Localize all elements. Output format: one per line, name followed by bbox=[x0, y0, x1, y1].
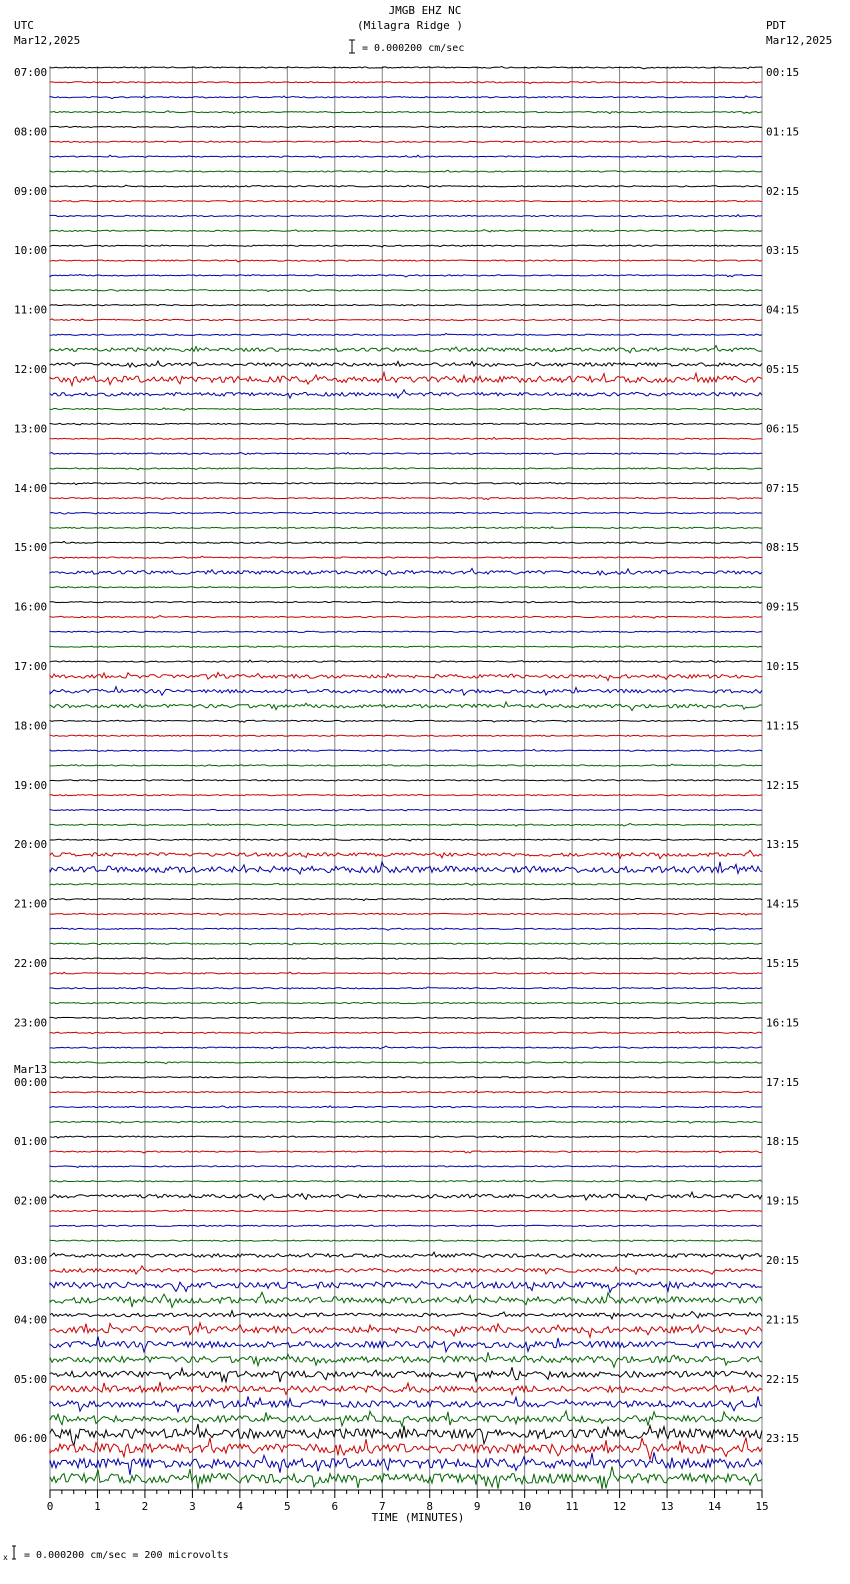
trace-row-61 bbox=[50, 972, 762, 974]
trace-row-85 bbox=[50, 1323, 762, 1338]
trace-row-11 bbox=[50, 230, 762, 232]
left-date-label-Mar13: Mar13 bbox=[14, 1062, 48, 1076]
right-hour-label-14:15: 14:15 bbox=[766, 897, 800, 911]
trace-row-63 bbox=[50, 1003, 762, 1004]
trace-row-73 bbox=[50, 1151, 762, 1153]
trace-row-28 bbox=[50, 482, 762, 484]
trace-row-38 bbox=[50, 631, 762, 633]
left-hour-label-13:00: 13:00 bbox=[14, 422, 48, 436]
trace-row-81 bbox=[50, 1266, 762, 1274]
trace-row-51 bbox=[50, 823, 762, 826]
trace-row-76 bbox=[50, 1192, 762, 1200]
trace-row-21 bbox=[50, 372, 762, 385]
right-hour-labels bbox=[766, 66, 799, 1445]
right-hour-label-18:15: 18:15 bbox=[766, 1135, 800, 1149]
trace-row-94 bbox=[50, 1452, 762, 1475]
right-hour-label-03:15: 03:15 bbox=[766, 244, 800, 258]
x-tick-label-3: 3 bbox=[189, 1500, 196, 1513]
seismic-traces bbox=[50, 67, 762, 1490]
trace-row-1 bbox=[50, 82, 762, 84]
trace-row-72 bbox=[50, 1136, 762, 1138]
trace-row-24 bbox=[50, 423, 762, 425]
trace-row-39 bbox=[50, 646, 762, 647]
trace-row-27 bbox=[50, 468, 762, 470]
x-tick-label-4: 4 bbox=[236, 1500, 244, 1513]
x-tick-label-2: 2 bbox=[141, 1500, 149, 1513]
trace-row-67 bbox=[50, 1061, 762, 1064]
left-hour-label-05:00: 05:00 bbox=[14, 1372, 48, 1386]
trace-row-8 bbox=[50, 185, 762, 188]
trace-row-50 bbox=[50, 809, 762, 811]
trace-row-55 bbox=[50, 883, 762, 885]
left-hour-label-16:00: 16:00 bbox=[14, 600, 48, 614]
trace-row-0 bbox=[50, 67, 762, 69]
right-hour-label-19:15: 19:15 bbox=[766, 1194, 800, 1208]
right-hour-label-00:15: 00:15 bbox=[766, 66, 800, 79]
x-tick-label-15: 15 bbox=[755, 1500, 769, 1513]
trace-row-91 bbox=[50, 1411, 762, 1426]
trace-row-44 bbox=[50, 720, 762, 722]
trace-row-77 bbox=[50, 1210, 762, 1212]
x-tick-label-12: 12 bbox=[612, 1500, 627, 1513]
left-hour-label-18:00: 18:00 bbox=[14, 719, 48, 733]
trace-row-40 bbox=[50, 660, 762, 662]
trace-row-90 bbox=[50, 1396, 762, 1412]
trace-row-46 bbox=[50, 749, 762, 751]
trace-row-37 bbox=[50, 616, 762, 619]
x-tick-label-6: 6 bbox=[331, 1500, 339, 1513]
trace-row-79 bbox=[50, 1240, 762, 1242]
x-tick-label-11: 11 bbox=[565, 1500, 579, 1513]
x-axis-label: TIME (MINUTES) bbox=[371, 1511, 465, 1524]
trace-row-70 bbox=[50, 1106, 762, 1108]
trace-row-23 bbox=[50, 408, 762, 411]
left-hour-label-21:00: 21:00 bbox=[14, 897, 48, 911]
x-axis bbox=[47, 1490, 769, 1524]
trace-row-56 bbox=[50, 898, 762, 900]
trace-row-92 bbox=[50, 1424, 762, 1446]
scale-text: = 0.000200 cm/sec bbox=[362, 43, 465, 54]
trace-row-82 bbox=[50, 1281, 762, 1292]
left-hour-labels bbox=[14, 66, 47, 1445]
right-hour-label-02:15: 02:15 bbox=[766, 184, 800, 198]
minute-gridlines bbox=[50, 66, 762, 1492]
trace-row-75 bbox=[50, 1180, 762, 1182]
trace-row-84 bbox=[50, 1311, 762, 1319]
trace-row-48 bbox=[50, 780, 762, 781]
right-hour-label-13:15: 13:15 bbox=[766, 838, 800, 852]
trace-row-88 bbox=[50, 1367, 762, 1382]
trace-row-80 bbox=[50, 1252, 762, 1259]
left-hour-label-14:00: 14:00 bbox=[14, 481, 48, 495]
right-hour-label-10:15: 10:15 bbox=[766, 660, 800, 673]
trace-row-68 bbox=[50, 1077, 762, 1079]
left-hour-label-09:00: 09:00 bbox=[14, 184, 48, 198]
trace-row-5 bbox=[50, 141, 762, 143]
trace-row-95 bbox=[50, 1467, 762, 1490]
right-hour-label-01:15: 01:15 bbox=[766, 125, 800, 139]
left-hour-label-07:00: 07:00 bbox=[14, 66, 48, 79]
x-tick-label-14: 14 bbox=[707, 1500, 722, 1513]
x-tick-label-10: 10 bbox=[518, 1500, 532, 1513]
trace-row-16 bbox=[50, 304, 762, 305]
x-tick-label-13: 13 bbox=[660, 1500, 674, 1513]
trace-row-78 bbox=[50, 1225, 762, 1226]
x-tick-label-5: 5 bbox=[284, 1500, 291, 1513]
trace-row-30 bbox=[50, 512, 762, 514]
x-tick-label-8: 8 bbox=[426, 1500, 434, 1513]
trace-row-17 bbox=[50, 319, 762, 321]
footer-scale-note: = 0.000200 cm/sec = 200 microvolts bbox=[24, 1550, 229, 1561]
trace-row-26 bbox=[50, 452, 762, 454]
trace-row-7 bbox=[50, 170, 762, 172]
trace-row-47 bbox=[50, 764, 762, 766]
right-hour-label-16:15: 16:15 bbox=[766, 1016, 800, 1030]
left-hour-label-03:00: 03:00 bbox=[14, 1254, 48, 1267]
x-tick-label-0: 0 bbox=[46, 1500, 54, 1513]
trace-row-12 bbox=[50, 245, 762, 247]
left-hour-label-10:00: 10:00 bbox=[14, 244, 48, 258]
station-title: JMGB EHZ NC bbox=[388, 4, 462, 17]
right-hour-label-17:15: 17:15 bbox=[766, 1075, 800, 1089]
left-hour-label-01:00: 01:00 bbox=[14, 1135, 48, 1149]
left-hour-label-15:00: 15:00 bbox=[14, 541, 48, 555]
trace-row-52 bbox=[50, 839, 762, 841]
right-hour-label-07:15: 07:15 bbox=[766, 481, 800, 495]
trace-row-49 bbox=[50, 795, 762, 796]
right-hour-label-08:15: 08:15 bbox=[766, 541, 800, 555]
left-hour-label-08:00: 08:00 bbox=[14, 125, 48, 139]
left-hour-label-23:00: 23:00 bbox=[14, 1016, 48, 1030]
left-hour-label-04:00: 04:00 bbox=[14, 1313, 48, 1327]
trace-row-25 bbox=[50, 437, 762, 439]
trace-row-2 bbox=[50, 96, 762, 99]
x-tick-label-7: 7 bbox=[378, 1500, 386, 1513]
left-hour-label-06:00: 06:00 bbox=[14, 1432, 48, 1446]
trace-row-71 bbox=[50, 1121, 762, 1123]
trace-row-14 bbox=[50, 274, 762, 277]
trace-row-33 bbox=[50, 556, 762, 558]
left-hour-label-22:00: 22:00 bbox=[14, 957, 48, 970]
trace-row-10 bbox=[50, 215, 762, 217]
right-hour-label-22:15: 22:15 bbox=[766, 1372, 800, 1386]
right-hour-label-12:15: 12:15 bbox=[766, 778, 800, 792]
right-hour-label-09:15: 09:15 bbox=[766, 600, 800, 614]
trace-row-18 bbox=[50, 334, 762, 336]
trace-row-43 bbox=[50, 702, 762, 711]
footer-marker: x bbox=[3, 1553, 8, 1562]
trace-row-6 bbox=[50, 155, 762, 158]
trace-row-60 bbox=[50, 957, 762, 959]
trace-row-3 bbox=[50, 111, 762, 114]
x-tick-label-1: 1 bbox=[94, 1500, 101, 1513]
trace-row-57 bbox=[50, 913, 762, 915]
trace-row-86 bbox=[50, 1337, 762, 1352]
left-hour-label-19:00: 19:00 bbox=[14, 778, 48, 792]
trace-row-22 bbox=[50, 390, 762, 398]
trace-row-74 bbox=[50, 1166, 762, 1168]
left-hour-label-00:00: 00:00 bbox=[14, 1075, 48, 1089]
trace-row-45 bbox=[50, 735, 762, 736]
trace-row-53 bbox=[50, 850, 762, 859]
trace-row-66 bbox=[50, 1046, 762, 1049]
right-hour-label-15:15: 15:15 bbox=[766, 957, 800, 970]
right-hour-label-23:15: 23:15 bbox=[766, 1432, 800, 1446]
right-date: Mar12,2025 bbox=[766, 34, 833, 47]
right-hour-label-04:15: 04:15 bbox=[766, 303, 800, 317]
trace-row-9 bbox=[50, 201, 762, 203]
trace-row-58 bbox=[50, 928, 762, 931]
trace-row-64 bbox=[50, 1017, 762, 1018]
trace-row-29 bbox=[50, 497, 762, 499]
trace-row-31 bbox=[50, 527, 762, 529]
right-timezone: PDT bbox=[766, 19, 786, 32]
left-hour-label-20:00: 20:00 bbox=[14, 838, 48, 852]
trace-row-20 bbox=[50, 361, 762, 367]
trace-row-54 bbox=[50, 862, 762, 874]
trace-row-4 bbox=[50, 126, 762, 127]
right-hour-label-20:15: 20:15 bbox=[766, 1254, 800, 1267]
trace-row-35 bbox=[50, 587, 762, 589]
trace-row-65 bbox=[50, 1032, 762, 1034]
trace-row-83 bbox=[50, 1292, 762, 1307]
right-hour-label-05:15: 05:15 bbox=[766, 363, 800, 376]
station-location: (Milagra Ridge ) bbox=[357, 19, 463, 32]
right-hour-label-21:15: 21:15 bbox=[766, 1313, 800, 1327]
x-tick-label-9: 9 bbox=[473, 1500, 481, 1513]
right-hour-label-11:15: 11:15 bbox=[766, 719, 800, 733]
left-date: Mar12,2025 bbox=[14, 34, 81, 47]
trace-row-19 bbox=[50, 346, 762, 353]
left-timezone: UTC bbox=[14, 19, 34, 32]
trace-row-87 bbox=[50, 1352, 762, 1367]
trace-row-42 bbox=[50, 687, 762, 696]
trace-row-59 bbox=[50, 943, 762, 945]
trace-row-36 bbox=[50, 601, 762, 603]
trace-row-32 bbox=[50, 541, 762, 543]
trace-row-69 bbox=[50, 1091, 762, 1093]
left-hour-label-11:00: 11:00 bbox=[14, 303, 48, 317]
left-hour-label-02:00: 02:00 bbox=[14, 1194, 48, 1208]
trace-row-15 bbox=[50, 290, 762, 292]
trace-row-41 bbox=[50, 672, 762, 680]
trace-row-34 bbox=[50, 568, 762, 575]
left-hour-label-17:00: 17:00 bbox=[14, 660, 48, 673]
trace-row-62 bbox=[50, 987, 762, 989]
right-hour-label-06:15: 06:15 bbox=[766, 422, 800, 436]
left-hour-label-12:00: 12:00 bbox=[14, 363, 48, 376]
trace-row-13 bbox=[50, 260, 762, 262]
trace-row-89 bbox=[50, 1382, 762, 1395]
